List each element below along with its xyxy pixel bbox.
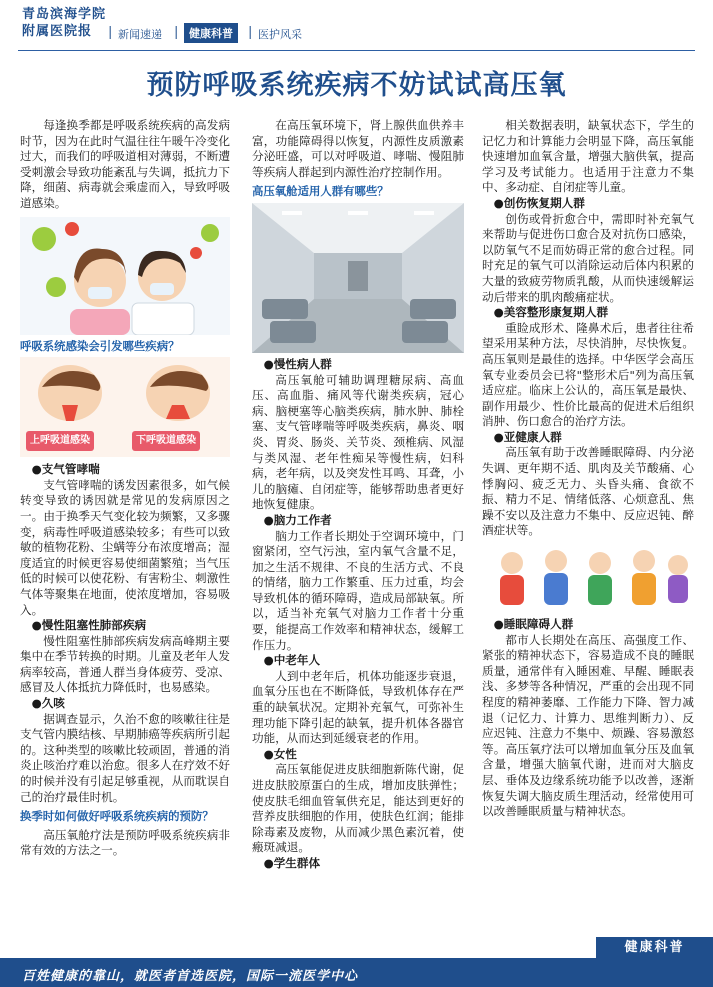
intro-paragraph: 每逢换季都是呼吸系统疾病的高发病时节，因为在此时气温往往午暖午冷变化过大，而我们的呼吸道相对薄弱，不断遭受刺激会导致功能紊乱与失调，抵抗力下降，细菌、病毒就会乘虚而入，导致呼吸道感染。	[20, 118, 230, 210]
respiratory-infection-illustration	[20, 357, 230, 457]
bullet-copd: ●慢性阻塞性肺部疾病	[31, 618, 147, 633]
bullet-women: ●女性	[263, 746, 297, 761]
paragraph-trauma: 创伤或骨折愈合中，需即时补充氧气来帮助与促进伤口愈合及对抗伤口感染，以防氧气不足而妨碍正常的愈合过程。同时充足的氧气可以消除运动后体内积累的大量的致疲劳物质乳酸，从而快速缓解运动后带来的肌肉酸痛症状。	[482, 211, 694, 304]
section-badge: 健康科普	[596, 937, 713, 959]
bullet-chronic: ●慢性病人群	[263, 356, 332, 371]
section-heading-prevention: 换季时如何做好呼吸系统疾病的预防？	[20, 809, 214, 824]
hyperbaric-chamber-photo	[252, 203, 464, 353]
brand-line-1: 青岛滨海学院	[22, 7, 107, 22]
paragraph-cosmetic: 重睑成形术、隆鼻术后，患者往往希望采用某种方法，尽快消肿，尽快恢复。高压氧则是最佳的选择。中华医学会高压氧专业委员会已将"整形术后"列为高压氧适应症。临床上公认的，高压氧是最快、副作用最少、性价比最高的促进术后组织消肿、伤口愈合的治疗方法。	[482, 320, 694, 429]
paragraph-mental-workers: 脑力工作者长期处于空调环境中，门窗紧闭，空气污浊，室内氧气含量不足，加之生活不规律、不良的生活方式、不良的情绪，脑力工作繁重、压力过重，均会导致机体的循环障碍，造成局部缺氧。所以，适当补充氧气对脑力工作者十分重要，能提高工作效率和精神状态，缓解工作压力。	[252, 528, 464, 652]
paragraph-elderly: 人到中老年后，机体功能逐步衰退，血氧分压也在不断降低，导致机体存在严重的缺氧状况。定期补充氧气，可弥补生理功能下降引起的缺氧，提升机体各器官功能，从而达到延缓衰老的作用。	[252, 668, 464, 746]
paragraph-cough: 据调查显示，久治不愈的咳嗽往往是支气管内膜结核、早期肺癌等疾病所引起的。这种类型的咳嗽比较顽固，普通的消炎止咳治疗难以治愈。很多人在疗效不好的时候并没有引起足够重视，从而耽误自己的治疗最佳时机。	[20, 711, 230, 804]
nav-separator: |	[248, 25, 253, 40]
header-divider	[18, 50, 695, 51]
bullet-cosmetic: ●美容整形康复期人群	[493, 305, 609, 320]
paragraph-women: 高压氧能促进皮肤细胞新陈代谢，促进皮肤胶原蛋白的生成，增加皮肤弹性；使皮肤毛细血管氧供充足，能达到更好的营养皮肤细胞的作用，使肤色红润；能排除毒素及废物，从而减少黑色素沉着，使瘢斑减退。	[252, 762, 464, 855]
paragraph-asthma: 支气管哮喘的诱发因素很多，如气候转变导致的诱因就是常见的发病原因之一。由于换季天气变化较为频繁，又多骤变，病毒性呼吸道感染较多；有些可以致敏的植物花粉、尘螨等分布浓度增高；湿度适宜的时候更容易使细菌繁殖；当气压低的时候可以使花粉、有害粉尘、刺激性气体等聚集在地面，使浓度增加，容易吸入。	[20, 477, 230, 617]
paragraph-copd: 慢性阻塞性肺部疾病发病高峰期主要集中在季节转换的时期。儿童及老年人发病率较高，普通人群当身体疲劳、受凉、感冒及人体抵抗力降低时，也易感染。	[20, 633, 230, 695]
virus-illustration	[20, 217, 230, 335]
bullet-elderly: ●中老年人	[263, 653, 321, 668]
section-heading-suitable: 高压氧舱适用人群有哪些？	[252, 184, 389, 199]
column-1	[20, 118, 230, 859]
paragraph-subhealth: 高压氧有助于改善睡眠障碍、内分泌失调、更年期不适、肌肉及关节酸痛、心悸胸闷、疲乏无力、头昏头痛、食欲不振、精力不足、情绪低落、心烦意乱、焦躁不安以及注意力不集中、反应迟钝、醉酒症状等。	[482, 445, 694, 538]
bullet-mental-workers: ●脑力工作者	[263, 512, 332, 527]
brand-line-2: 附属医院报	[22, 24, 93, 39]
page-header	[0, 0, 713, 58]
bullet-trauma: ●创伤恢复期人群	[493, 195, 585, 210]
paragraph-hyperbaric-effect: 在高压氧环境下，肾上腺供血供养丰富，功能障碍得以恢复，内源性皮质激素分泌旺盛，可以对呼吸道、哮喘、慢阻肺等疾病人群起到内源性治疗控制作用。	[252, 118, 464, 179]
bullet-sleep: ●睡眠障碍人群	[493, 617, 574, 632]
paragraph-students: 相关数据表明，缺氧状态下，学生的记忆力和计算能力会明显下降，高压氧能快速增加血氧含量，增强大脑供氧，提高学习及考试能力。也适用于注意力不集中、多动症、自闭症等儿童。	[482, 118, 694, 195]
paragraph-prevention: 高压氧舱疗法是预防呼吸系统疾病非常有效的方法之一。	[20, 827, 230, 858]
nav-separator: |	[108, 25, 113, 40]
upper-respiratory-label: 上呼吸道感染	[26, 431, 94, 451]
article-title: 预防呼吸系统疾病不妨试试高压氧	[146, 70, 567, 101]
nav-health[interactable]: 健康科普	[184, 23, 238, 43]
footer-slogan: 百姓健康的靠山，就医者首选医院，国际一流医学中心	[22, 969, 359, 984]
nav-news[interactable]: 新闻速递	[118, 28, 162, 41]
column-2	[252, 118, 464, 872]
sleep-people-illustration	[482, 545, 694, 613]
paragraph-chronic: 高压氧舱可辅助调理糖尿病、高血压、高血脂、痛风等代谢类疾病，冠心病、脑梗塞等心脑类疾病，肺水肿、肺栓塞、支气管哮喘等呼吸类疾病，鼻炎、咽炎、胃炎、肠炎、关节炎、颈椎病、风湿与类风湿、老年性痴呆等慢性病，妇科病，老年病，以及突发性耳鸣、耳聋，小儿的脑瘫、自闭症等，能够帮助患者更好地恢复健康。	[252, 372, 464, 512]
nav-separator: |	[174, 25, 179, 40]
bullet-cough: ●久咳	[31, 696, 65, 711]
nav-staff[interactable]: 医护风采	[258, 28, 302, 41]
paragraph-sleep: 都市人长期处在高压、高强度工作、紧张的精神状态下，容易造成不良的睡眠质量，通常伴有入睡困难、早醒、睡眠表浅、多梦等各种情况，严重的会出现不同程度的精神萎靡、工作能力下降、智力减退（记忆力、计算力、思维判断力）、反应迟钝、注意力不集中、烦躁、容易激怒等。高压氧疗法可以增加血氧分压及血氧含量，增强大脑氧代谢，进而对大脑皮层、垂体及边缘系统功能予以改善，逐渐恢复失调大脑皮质生理活动，经常使用可以改善睡眠质量与精神状态。	[482, 632, 694, 819]
newspaper-brand	[22, 6, 106, 40]
bullet-asthma: ●支气管哮喘	[31, 462, 100, 477]
lower-respiratory-label: 下呼吸道感染	[132, 431, 200, 451]
section-heading-diseases: 呼吸系统感染会引发哪些疾病？	[20, 338, 180, 353]
bullet-students: ●学生群体	[263, 855, 321, 870]
bullet-subhealth: ●亚健康人群	[493, 429, 562, 444]
column-3	[482, 118, 694, 820]
